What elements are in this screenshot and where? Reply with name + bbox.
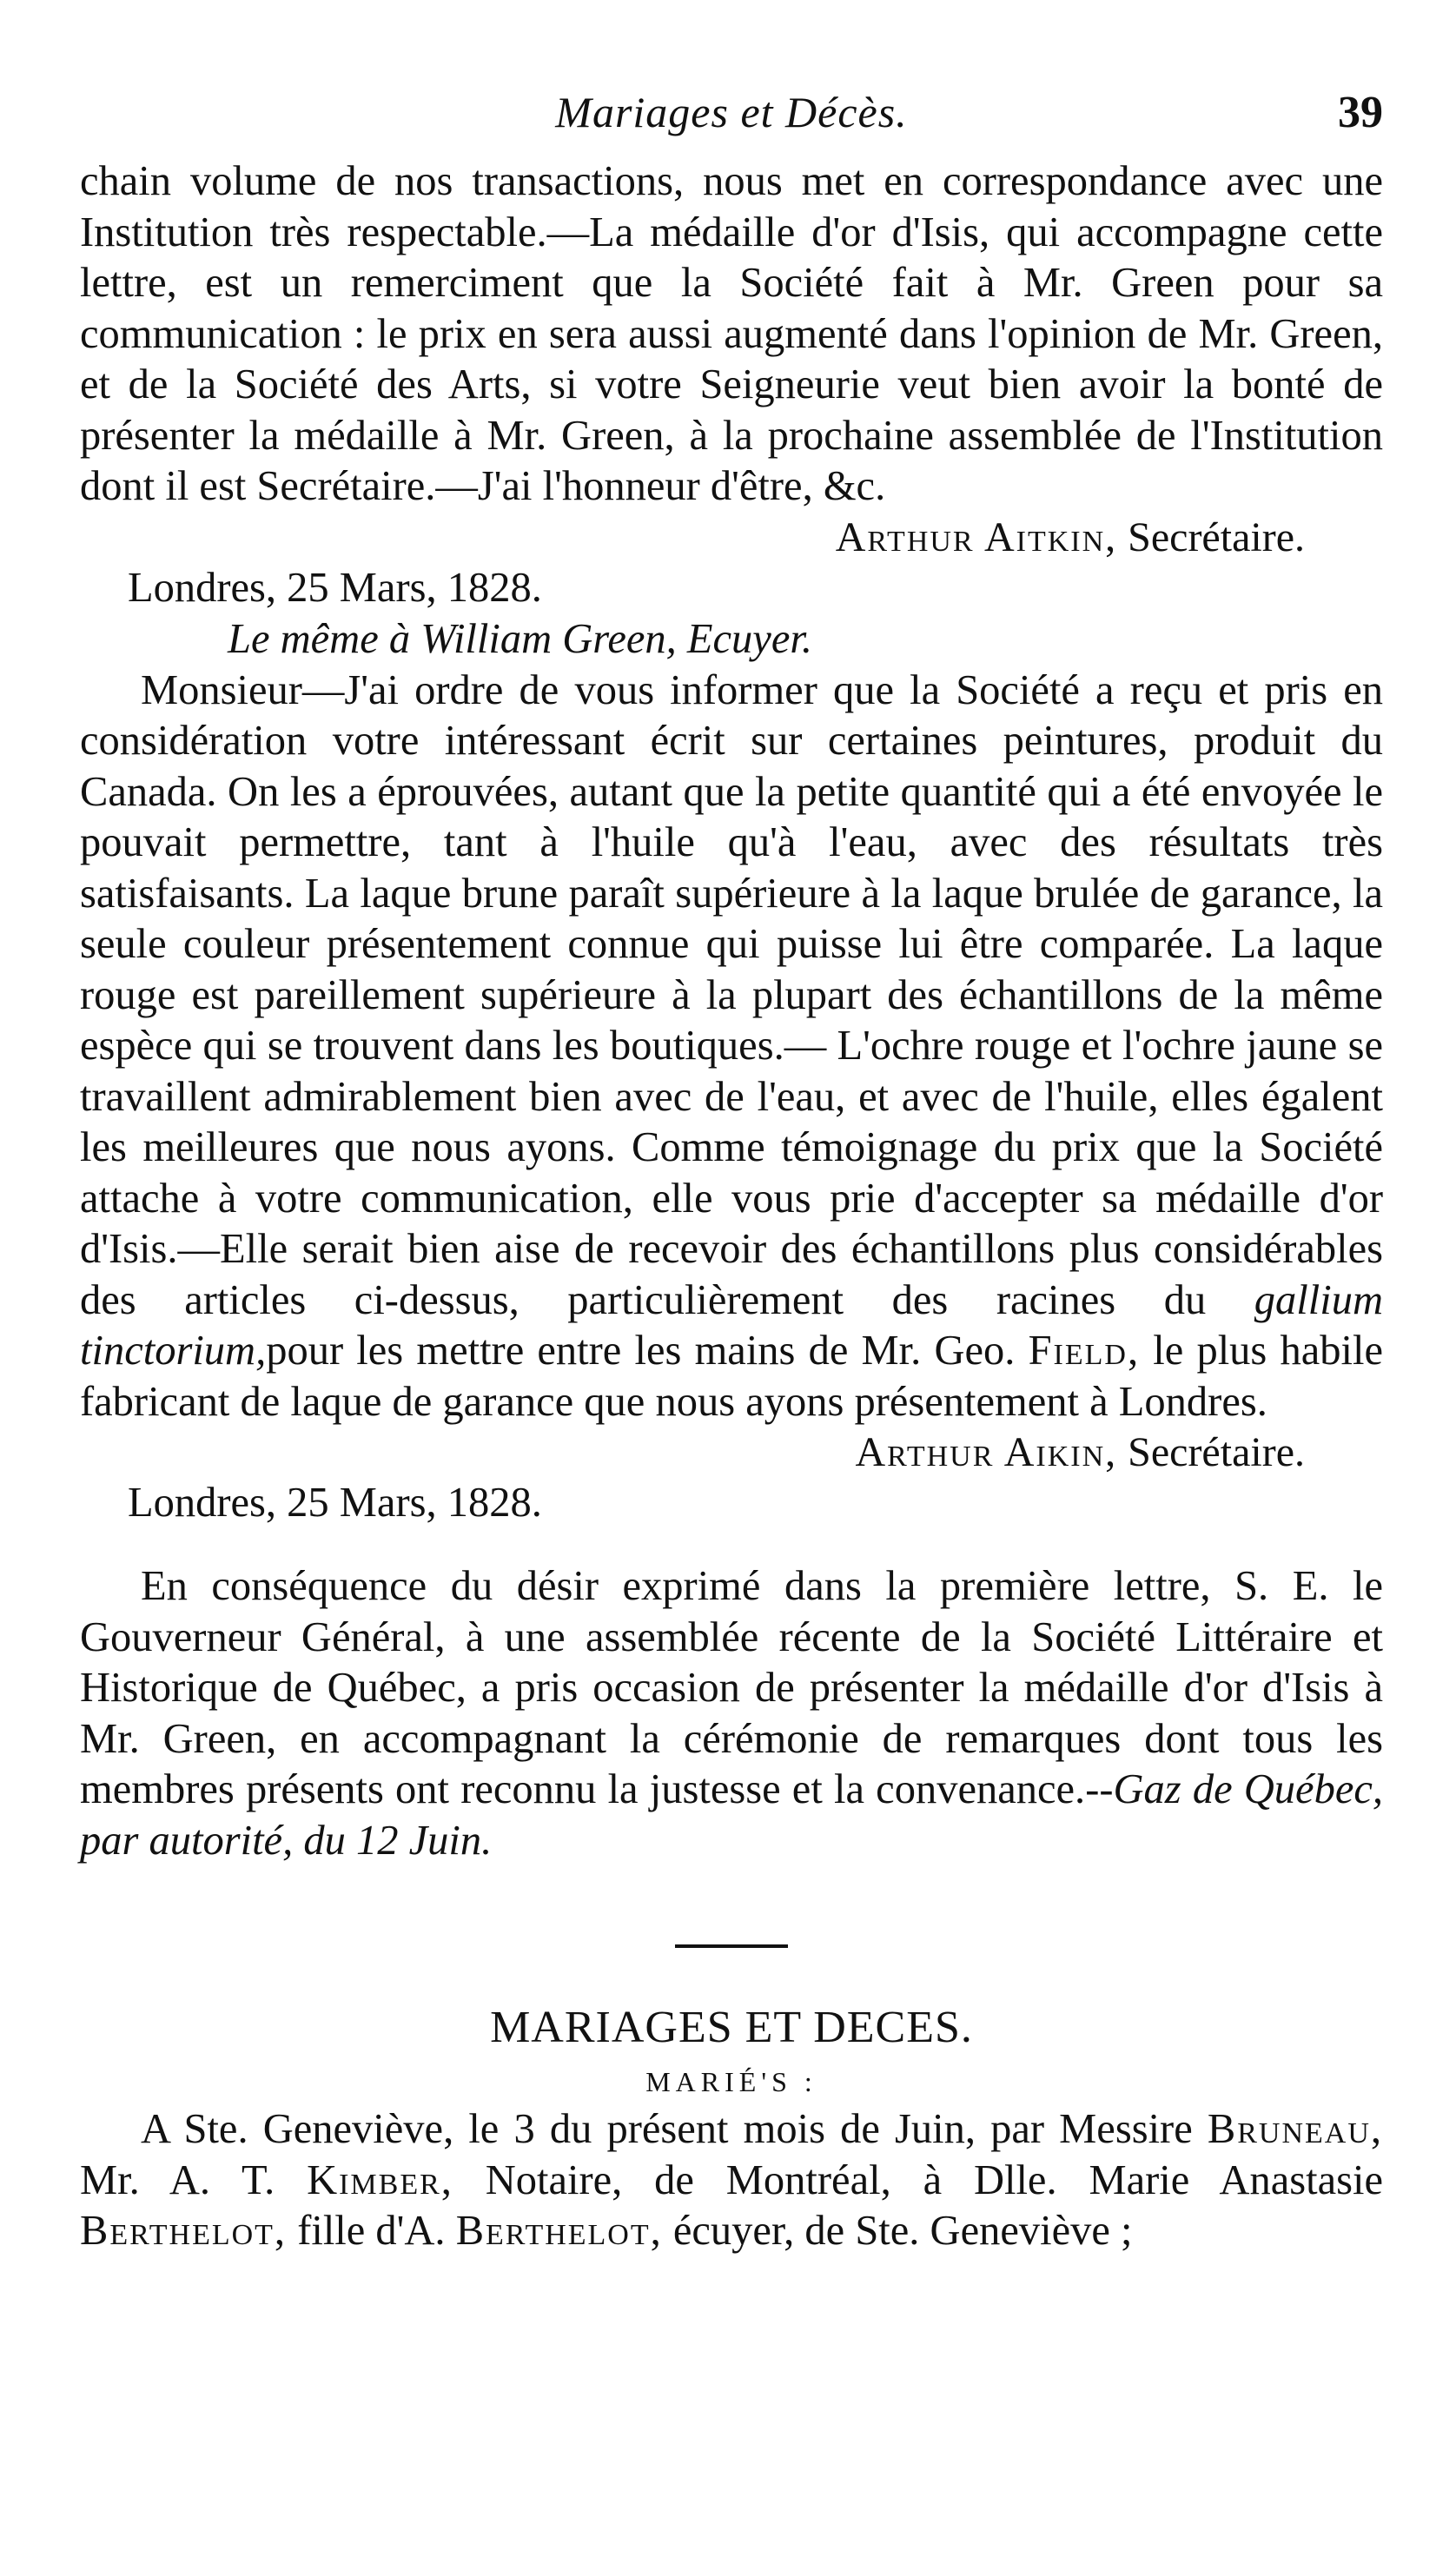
entry-name: Bruneau, (1207, 2106, 1383, 2152)
running-header (80, 87, 1383, 156)
entry-text: fille d'A. (287, 2208, 456, 2254)
section-subhead: MARIÉ'S : (645, 2066, 817, 2097)
news-source: --Gaz de Québec, par autorité, du 12 Juin. (80, 1766, 1383, 1864)
entry-text: écuyer, de Ste. Geneviève ; (662, 2208, 1133, 2254)
page-number: 39 (1338, 88, 1383, 137)
signature-aikin (80, 1427, 1383, 1478)
section-divider (675, 1944, 788, 1948)
entry-name: Berthelot, (455, 2208, 663, 2254)
letter-two-text: Monsieur—J'ai ordre de vous informer que la Société a reçu et pris en considération votre intéressant écrit sur certaines peintures, produit du Canada. On les a éprouvées, autant que la petite quantité qui a été envoyée le pouvait permettre, tant à l'huile qu'à l'eau, avec des résultats très satisfaisants. La laque brune paraît supérieure à la laque brulée de garance, la seule couleur présentement connue qui puisse lui être comparée. La laque rouge est pareillement supérieure à la plupart des échantillons de la même espèce qui se trouvent dans les boutiques.— L'ochre rouge et l'ochre jaune se travaillent admirablement bien avec de l'eau, et avec de l'huile, elles égalent les meilleures que nous ayons. Comme témoignage du prix que la Société attache à votre communication, elle vous prie d'accepter sa médaille d'or d'Isis.—Elle serait bien aise de recevoir des échantillons plus considérables des articles ci-dessus, particulièrement des racines du (80, 666, 1383, 1323)
dateline-one: Londres, 25 Mars, 1828. (128, 564, 542, 611)
signature-name: Arthur Aitkin, (835, 513, 1118, 560)
entry-name: Kimber, (307, 2156, 453, 2203)
signature-name: Arthur Aikin, (855, 1429, 1118, 1475)
dateline-two: Londres, 25 Mars, 1828. (128, 1480, 542, 1526)
entry-text: Mr. A. T. (80, 2156, 308, 2203)
signature-role: Secrétaire. (1117, 1429, 1305, 1475)
latin-term: gallium tinctorium, (80, 1276, 1383, 1374)
paragraph-letter-two (80, 666, 1383, 1428)
signature-aitkin (80, 513, 1383, 563)
document-page (80, 87, 1383, 2257)
entry-text: A Ste. Geneviève, le 3 du présent mois de Juin, par Messire (141, 2106, 1208, 2152)
signature-role: Secrétaire. (1117, 513, 1305, 560)
news-report-text: En conséquence du désir exprimé dans la première lettre, S. E. le Gouverneur Général, à une assemblée récente de la Société Littéraire et Historique de Québec, a pris occasion de présenter la médaille d'or d'Isis à Mr. Green, en accompagnant la cérémonie de remarques dont tous les membres présents ont reconnu la justesse et la convenance. (80, 1563, 1383, 1812)
paragraph-letter-one: chain volume de nos transactions, nous met en correspondance avec une Institution très respectable.—La médaille d'or d'Isis, qui accompagne cette lettre, est un remerciment que la Société fait à Mr. Green pour sa communication : le prix en sera aussi augmenté dans l'opinion de Mr. Green, et de la Société des Arts, si votre Seigneurie veut bien avoir la bonté de présenter la médaille à Mr. Green, à la prochaine assemblée de l'Institution dont il est Secrétaire.—J'ai l'honneur d'être, &c. (80, 158, 1383, 509)
paragraph-news-report (80, 1561, 1383, 1866)
name-field: Field, (1028, 1328, 1141, 1374)
letter-two-heading: Le même à William Green, Ecuyer. (228, 615, 812, 662)
running-title: Mariages et Décès. (555, 88, 908, 136)
entry-text: Notaire, de Montréal, à Dlle. Marie Anastasie (453, 2156, 1383, 2203)
letter-two-text-end: le plus habile fabricant de laque de garance que nous ayons présentement à Londres. (80, 1328, 1383, 1425)
entry-name: Berthelot, (80, 2208, 288, 2254)
marriage-entry (80, 2104, 1383, 2257)
letter-two-text-middle: pour les mettre entre les mains de Mr. Geo. (266, 1328, 1029, 1374)
section-title: MARIAGES ET DECES. (490, 2003, 973, 2052)
